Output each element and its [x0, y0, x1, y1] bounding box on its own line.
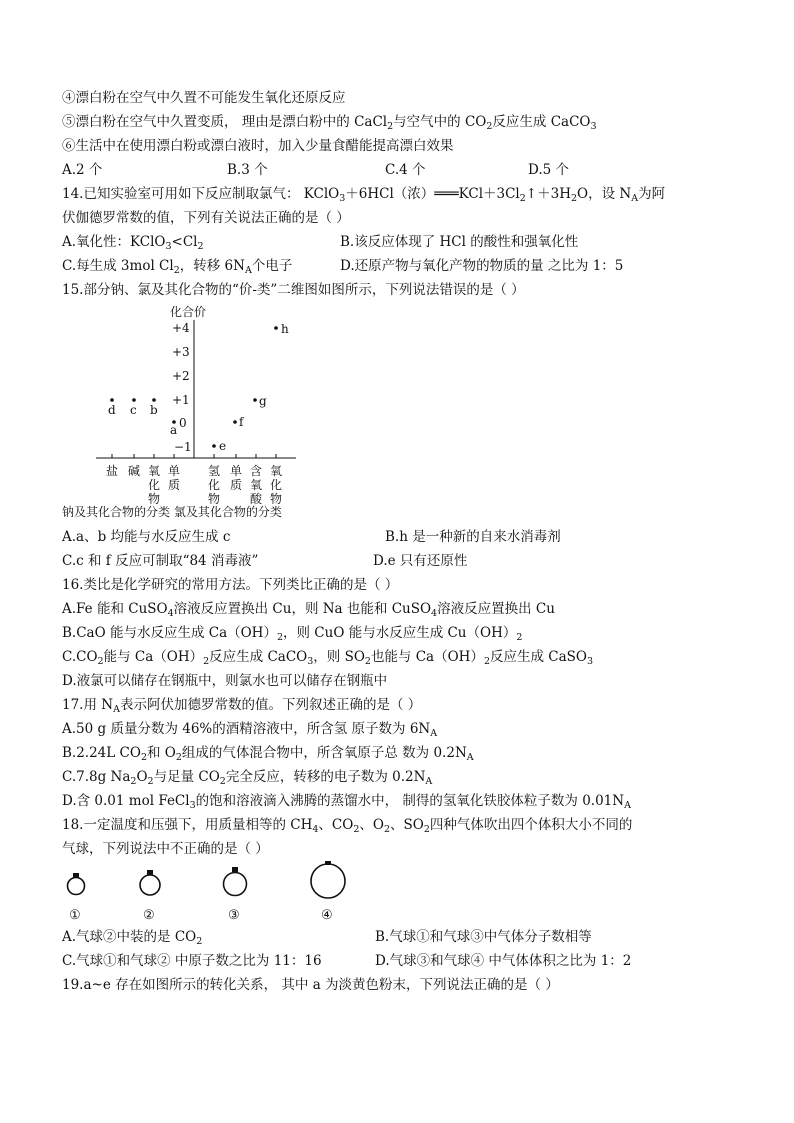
q16-option-a[interactable]: A.Fe 能和 CuSO$_4$溶液反应置换出 Cu，则 Na 也能和 CuSO$_4$溶液反应置换出 Cu [62, 601, 555, 619]
point-c [132, 398, 136, 402]
y-tick-plus4: +4 [172, 321, 190, 335]
point-g [253, 398, 257, 402]
q14-option-d[interactable]: D.还原产物与氧化产物的物质的量 之比为 1：5 [340, 258, 624, 274]
q18-option-a[interactable]: A.气球②中装的是 $CO_2$ [62, 929, 203, 947]
x-category-5: 单质 [229, 464, 243, 492]
q17-option-c[interactable]: C.7.8g $Na_2O_2$与足量 $CO_2$完全反应，转移的电子数为 $0.2N_A$ [62, 769, 433, 787]
q15-option-a[interactable]: A.a、b 均能与水反应生成 c [62, 529, 231, 545]
q15-option-b[interactable]: B.h 是一种新的自来水消毒剂 [385, 529, 561, 545]
q15-option-d[interactable]: D.e 只有还原性 [373, 553, 468, 569]
q14-stem-cont: 伏伽德罗常数的值，下列有关说法正确的是（ ） [62, 210, 350, 226]
q16-option-b[interactable]: B.CaO 能与水反应生成 $Ca(OH)_2$，则 CuO 能与水反应生成 $Cu(OH)_2$ [62, 625, 523, 643]
balloon-label-3: ③ [228, 908, 240, 923]
q13-option-a[interactable]: A.2 个 [62, 162, 103, 178]
q14-option-c[interactable]: C.每生成 3mol $Cl_2$，转移 $6N_A$个电子 [62, 258, 293, 276]
q16-stem: 16.类比是化学研究的常用方法。下列类比正确的是（ ） [62, 577, 399, 593]
balloon-label-2: ② [143, 908, 155, 923]
label-a: a [170, 423, 178, 437]
balloon-label-1: ① [69, 908, 81, 923]
q13-option-c[interactable]: C.4 个 [385, 162, 426, 178]
q18-option-b[interactable]: B.气球①和气球③中气体分子数相等 [375, 929, 592, 945]
label-g: g [259, 394, 267, 408]
q18-option-d[interactable]: D.气球③和气球④ 中气体体积之比为 1：2 [375, 953, 632, 969]
label-f: f [239, 415, 244, 429]
x-category-7: 氧化物 [269, 464, 283, 506]
valence-class-diagram [62, 300, 336, 528]
y-tick-plus1: +1 [172, 393, 190, 407]
diagram-caption: 钠及其化合物的分类 氯及其化合物的分类 [62, 505, 282, 519]
x-category-3: 单质 [167, 464, 181, 492]
x-category-4: 氢化物 [207, 464, 221, 506]
point-d [110, 398, 114, 402]
statement-5: ⑤漂白粉在空气中久置变质， 理由是漂白粉中的 CaCl$_2$与空气中的 $CO_2$反应生成 CaCO$_3$ [62, 114, 597, 132]
balloon-1 [68, 878, 85, 895]
y-axis-title: 化合价 [170, 305, 207, 319]
x-category-1: 碱 [127, 464, 141, 478]
y-tick-0: 0 [179, 416, 187, 430]
q14-option-a[interactable]: A.氧化性：$KClO_3<Cl_2$ [62, 234, 204, 252]
balloon-4 [311, 864, 345, 898]
point-f [233, 420, 237, 424]
q16-option-d[interactable]: D.液氯可以储存在钢瓶中，则氯水也可以储存在钢瓶中 [62, 673, 388, 689]
q17-option-d[interactable]: D.含 0.01 mol FeCl$_3$的饱和溶液滴入沸腾的蒸馏水中， 制得的氢氧化铁胶体粒子数为 $0.01N_A$ [62, 793, 631, 811]
y-tick-plus2: +2 [172, 369, 190, 383]
balloon-2 [140, 875, 160, 895]
q17-option-a[interactable]: A.50 g 质量分数为 46%的酒精溶液中，所含氢 原子数为 $6N_A$ [62, 721, 438, 739]
label-d: d [108, 403, 116, 417]
y-tick-plus3: +3 [172, 345, 190, 359]
q19-stem: 19.a~e 存在如图所示的转化关系， 其中 a 为淡黄色粉末，下列说法正确的是（ ） [62, 977, 559, 993]
y-tick-minus1: −1 [174, 440, 192, 454]
q13-option-d[interactable]: D.5 个 [528, 162, 570, 178]
q14-option-b[interactable]: B.该反应体现了 HCl 的酸性和强氧化性 [340, 234, 579, 250]
balloons-figure [55, 862, 365, 926]
point-h [274, 326, 278, 330]
label-c: c [130, 403, 137, 417]
q16-option-c[interactable]: $C.CO_2$能与 $Ca(OH)_2$反应生成 CaCO$_3$，则 $SO_2$也能与 $Ca(OH)_2$反应生成 CaSO$_3$ [62, 649, 594, 667]
statement-6: ⑥生活中在使用漂白粉或漂白液时，加入少量食醋能提高漂白效果 [62, 138, 454, 154]
q18-stem: 18.一定温度和压强下，用质量相等的 $CH_4$、$CO_2$、$O_2$、$SO_2$四种气体吹出四个体积大小不同的 [62, 817, 633, 835]
q13-option-b[interactable]: B.3 个 [227, 162, 268, 178]
label-b: b [150, 403, 158, 417]
x-category-0: 盐 [105, 464, 119, 478]
balloon-3 [224, 873, 247, 896]
statement-4: ④漂白粉在空气中久置不可能发生氧化还原反应 [62, 90, 346, 106]
point-e [212, 444, 216, 448]
q18-option-c[interactable]: C.气球①和气球② 中原子数之比为 11：16 [62, 953, 322, 969]
x-category-2: 氧化物 [147, 464, 161, 506]
q17-option-b[interactable]: B.2.24L $CO_2$和 $O_2$组成的气体混合物中，所含氧原子总 数为 $0.2N_A$ [62, 745, 474, 763]
q17-stem: 17.用 $N_A$表示阿伏加德罗常数的值。下列叙述正确的是（ ） [62, 697, 422, 715]
q14-stem: 14.已知实验室可用如下反应制取氯气： KClO$_3$＋6HCl（浓）$═══KCl+3Cl_2↑+3H_2O$，设 $N_A$为阿 [62, 186, 666, 204]
balloon-label-4: ④ [321, 908, 333, 923]
q18-stem-cont: 气球，下列说法中不正确的是（ ） [62, 841, 269, 857]
point-b [152, 398, 156, 402]
q15-stem: 15.部分钠、氯及其化合物的“价-类”二维图如图所示，下列说法错误的是（ ） [62, 282, 525, 298]
label-h: h [281, 322, 289, 336]
label-e: e [219, 439, 227, 453]
q15-option-c[interactable]: C.c 和 f 反应可制取“84 消毒液” [62, 553, 259, 569]
x-category-6: 含氧酸 [249, 464, 263, 506]
